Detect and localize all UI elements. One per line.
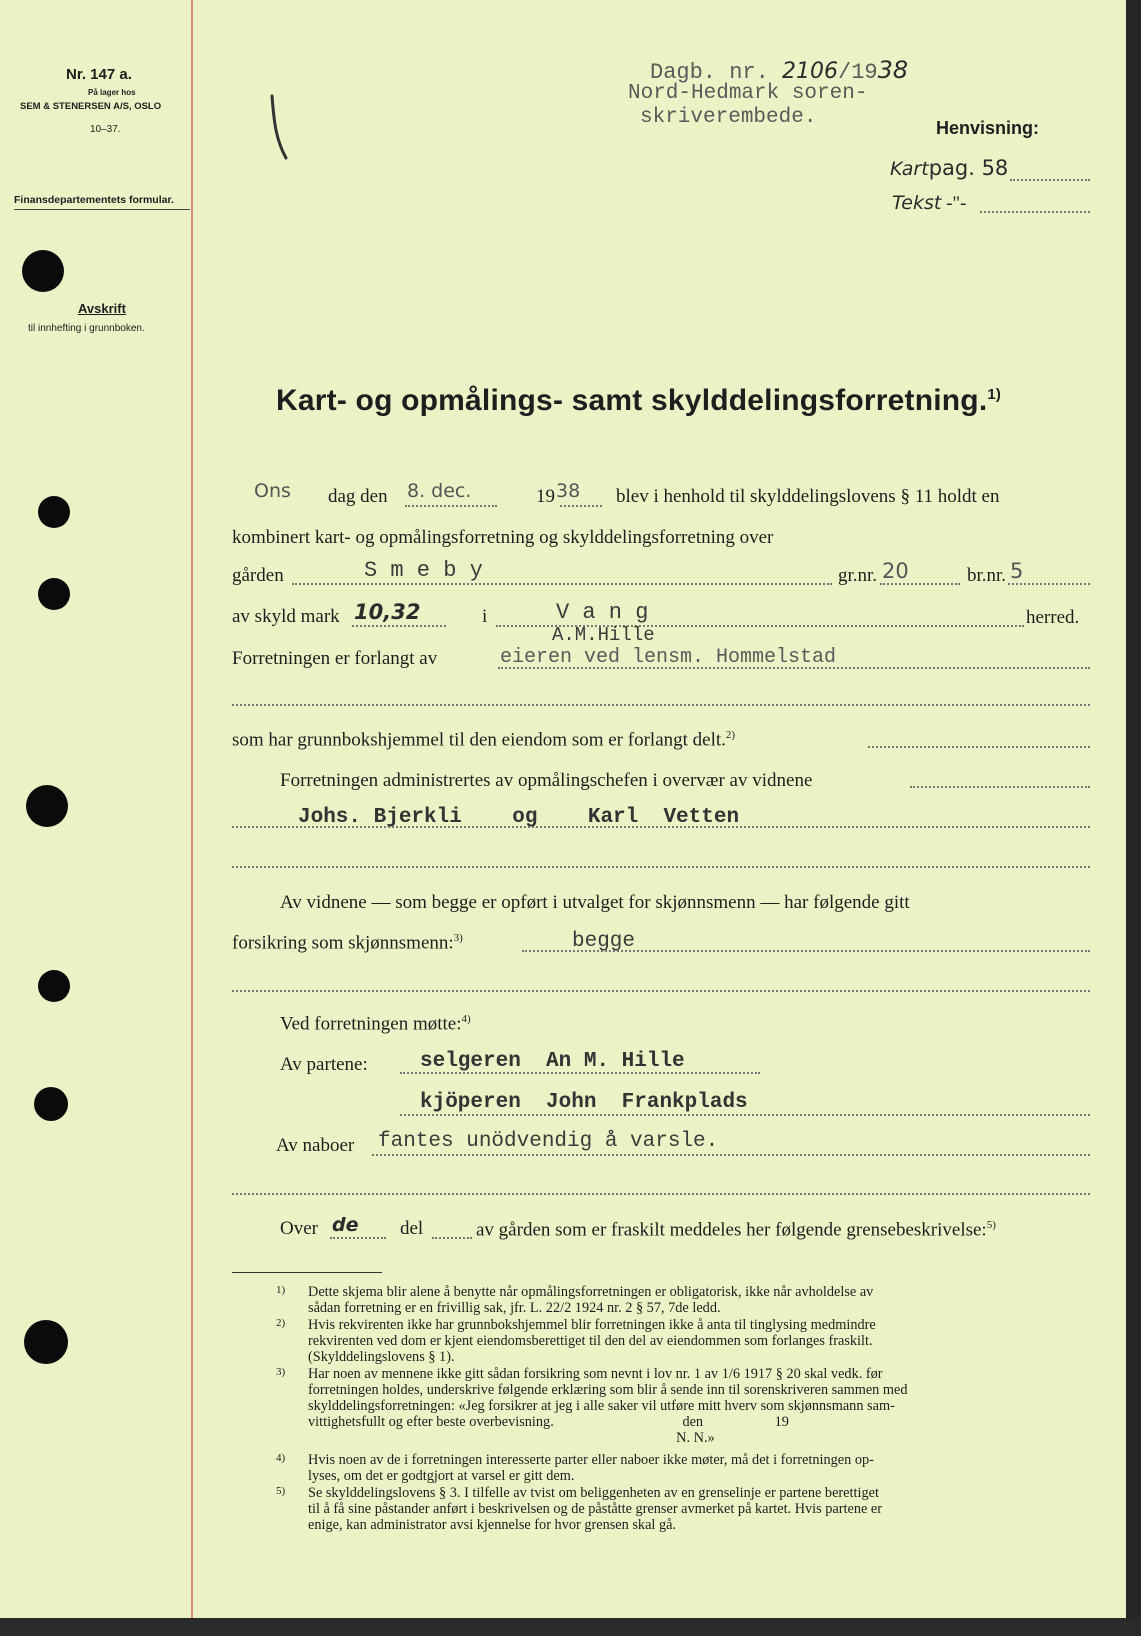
garden-dots	[292, 583, 832, 585]
over-dots	[330, 1237, 386, 1239]
reference-label: Henvisning:	[936, 118, 1040, 138]
title-footnote-ref: 1)	[987, 386, 1002, 403]
year-dots	[560, 505, 602, 507]
year-value: 38	[556, 480, 581, 502]
buyer-value: kjöperen John Frankplads	[420, 1091, 748, 1114]
herred-label: herred.	[1026, 607, 1080, 628]
kart-value: pag. 58	[928, 156, 1009, 180]
over-label: Over	[280, 1218, 318, 1239]
reference-kart	[890, 156, 1008, 181]
i-label: i	[482, 606, 488, 627]
footnote-line: Se skylddelingslovens § 3. I tilfelle av tvist om beliggenheten av en grenselinje er partene berettiget	[308, 1485, 879, 1501]
pencil-mark	[266, 92, 292, 162]
footnote-5	[278, 1485, 882, 1533]
printer-line-1: På lager hos	[88, 88, 136, 97]
grnr-label: gr.nr.	[838, 565, 878, 586]
diary-prefix: Dagb. nr.	[650, 60, 769, 85]
avskrift-subtitle: til innhefting i grunnboken.	[28, 323, 145, 334]
grunnbok-text-main: som har grunnbokshjemmel til den eiendom som er forlangt delt.	[232, 729, 726, 751]
scan-border-right	[1126, 0, 1141, 1636]
dag-den-label: dag den	[328, 486, 388, 507]
diary-stamp-line-1	[650, 56, 908, 85]
grense-footnote-ref: 5)	[986, 1219, 996, 1231]
partene-label: Av partene:	[280, 1054, 368, 1075]
grense-text	[476, 1219, 996, 1241]
form-number: Nr. 147 a.	[66, 66, 132, 83]
ministry-label: Finansdepartementets formular.	[14, 194, 174, 206]
garden-value: S m e b y	[364, 558, 483, 583]
tekst-value: -"-	[946, 193, 967, 214]
grnr-value: 20	[882, 559, 909, 583]
printer-date: 10–37.	[90, 124, 121, 135]
date-dots	[405, 505, 497, 507]
footnote-line: N. N.»	[308, 1430, 715, 1446]
year-prefix: 19	[536, 486, 555, 507]
witnesses-dots-2	[232, 866, 1090, 868]
footnote-4	[278, 1452, 874, 1484]
intro-line-2: kombinert kart- og opmålingsforretning og skylddelingsforretning over	[232, 527, 774, 548]
grense-text-main: av gården som er fraskilt meddeles her følgende grensebeskrivelse:	[476, 1219, 987, 1241]
vidner-value: begge	[572, 930, 636, 953]
footnote-number: 5)	[276, 1485, 286, 1497]
tekst-label: Tekst	[892, 192, 942, 214]
diary-year: 38	[877, 56, 909, 84]
footnote-line: Dette skjema blir alene å benytte når opmålingsforretningen er obligatorisk, ikke når avholdelse av	[308, 1284, 874, 1300]
footnote-2	[278, 1317, 876, 1365]
requested-insert: A.M.Hille	[552, 624, 655, 646]
footnote-line: sådan forretning er en frivillig sak, jfr. L. 22/2 1924 nr. 2 § 57, 7de ledd.	[308, 1300, 721, 1316]
diary-stamp-line-3: skriverembede.	[640, 106, 817, 129]
intro-rest: blev i henhold til skylddelingslovens § 11 holdt en	[616, 486, 1000, 507]
brnr-label: br.nr.	[967, 565, 1007, 586]
witnesses-value: Johs. Bjerkli og Karl Vetten	[298, 806, 740, 829]
footnote-line: enige, kan administrator avsi kjennelse for hvor grensen skal gå.	[308, 1517, 677, 1533]
grunnbok-dots	[868, 746, 1090, 748]
naboer-value: fantes unödvendig å varsle.	[378, 1130, 719, 1153]
motte-text-main: Ved forretningen møtte:	[280, 1013, 462, 1035]
weekday-value: Ons	[254, 480, 291, 502]
grunnbok-text	[232, 729, 735, 751]
punch-hole	[26, 785, 68, 827]
punch-hole	[38, 578, 70, 610]
footnote-line: vittighetsfullt og efter beste overbevisning. den 19	[308, 1414, 789, 1430]
punch-hole	[22, 250, 64, 292]
footnote-line: Har noen av mennene ikke gitt sådan forsikring som nevnt i lov nr. 1 av 1/6 1917 § 20 skal vedk. før	[308, 1366, 883, 1382]
del-dots	[432, 1237, 472, 1239]
seller-value: selgeren An M. Hille	[420, 1050, 685, 1073]
vidner-dots-2	[232, 990, 1090, 992]
grunnbok-footnote-ref: 2)	[725, 729, 736, 741]
page-title	[276, 384, 1001, 418]
footnote-3	[278, 1366, 908, 1446]
printer-line-2: SEM & STENERSEN A/S, OSLO	[20, 101, 162, 112]
vidner-line-1: Av vidnene — som begge er opført i utvalget for skjønnsmenn — har følgende gitt	[280, 892, 910, 913]
footnote-line: forretningen holdes, underskrive følgende erklæring som blir å sende inn til sorenskriveren sammen med	[308, 1382, 908, 1398]
date-value: 8. dec.	[407, 480, 472, 502]
herred-value: V a n g	[556, 600, 649, 625]
diary-stamp-line-2: Nord-Hedmark soren-	[628, 82, 868, 105]
footnote-line: skylddelingsforretningen: «Jeg forsikrer at jeg i alle saker vil utføre mitt hverv som skjønnsmann sam-	[308, 1398, 895, 1414]
diary-mid: /19	[838, 60, 878, 85]
vidner-footnote-ref: 3)	[453, 932, 463, 944]
footnote-line: lyses, om det er godtgjort at varsel er gitt dem.	[308, 1468, 575, 1484]
punch-hole	[24, 1320, 68, 1364]
skyld-value: 10,32	[354, 600, 421, 624]
footnote-rule	[232, 1272, 382, 1273]
footnote-line: Hvis noen av de i forretningen interesserte parter eller naboer ikke møter, må det i forretningen op-	[308, 1452, 874, 1468]
motte-footnote-ref: 4)	[461, 1013, 471, 1025]
footnote-line: Hvis rekvirenten ikke har grunnbokshjemmel blir forretningen ikke å anta til tinglysing medmindre	[308, 1317, 876, 1333]
requested-label: Forretningen er forlangt av	[232, 648, 438, 669]
naboer-dots-2	[232, 1193, 1090, 1195]
witnesses-dots	[232, 826, 1090, 828]
reference-tekst	[892, 192, 966, 215]
diary-number: 2106	[782, 59, 839, 84]
grnr-dots	[880, 583, 960, 585]
footnote-line: rekvirenten ved dom er kjent eiendomsberettiget til den del av eiendommen som forlanges fraskilt.	[308, 1333, 873, 1349]
punch-hole	[38, 970, 70, 1002]
requested-dots	[498, 667, 1090, 669]
kart-dots	[1010, 179, 1090, 181]
page-title-text: Kart- og opmålings- samt skylddelingsforretning.	[276, 384, 988, 417]
brnr-value: 5	[1010, 559, 1024, 583]
punch-hole	[38, 496, 70, 528]
footnote-1	[278, 1284, 873, 1316]
buyer-dots	[400, 1114, 1090, 1116]
ministry-underline	[14, 209, 190, 210]
footnote-line: (Skylddelingslovens § 1).	[308, 1349, 455, 1365]
skyld-dots	[352, 625, 446, 627]
footnote-number: 2)	[276, 1317, 286, 1329]
naboer-label: Av naboer	[276, 1135, 355, 1156]
tekst-dots	[980, 211, 1090, 213]
admin-dots	[910, 786, 1090, 788]
punch-hole	[34, 1087, 68, 1121]
avskrift-label: Avskrift	[78, 301, 126, 316]
vidner-line-2-text: forsikring som skjønnsmenn:	[232, 932, 454, 954]
del-label: del	[400, 1218, 424, 1239]
skyld-label: av skyld mark	[232, 606, 340, 627]
garden-label: gården	[232, 565, 284, 586]
scan-border-bottom	[0, 1618, 1141, 1636]
brnr-dots	[1008, 583, 1090, 585]
footnote-number: 1)	[276, 1284, 286, 1296]
motte-text	[280, 1013, 471, 1035]
footnote-number: 3)	[276, 1366, 286, 1378]
footnote-number: 4)	[276, 1452, 286, 1464]
requested-value: eieren ved lensm. Hommelstad	[500, 646, 837, 669]
vidner-dots	[522, 950, 1090, 952]
seller-dots	[400, 1072, 760, 1074]
margin-rule	[191, 0, 193, 1618]
admin-text: Forretningen administrertes av opmålingschefen i overvær av vidnene	[280, 770, 813, 791]
over-value: de	[332, 1214, 359, 1236]
naboer-dots	[372, 1154, 1090, 1156]
vidner-line-2	[232, 932, 463, 954]
footnote-line: til å få sine påstander anført i beskrivelsen og de påståtte grenser avmerket på kartet. Hvis partene er	[308, 1501, 883, 1517]
requested-dots-2	[232, 704, 1090, 706]
kart-label: Kart	[890, 158, 929, 180]
